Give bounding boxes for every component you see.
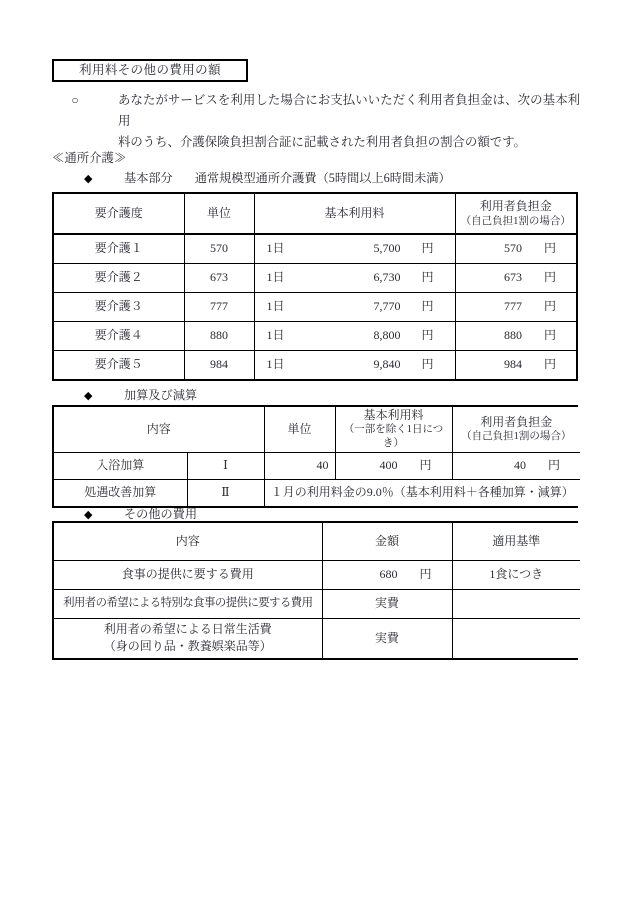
cell-base-fee [254,350,455,379]
cell-base-amount: 9,840 [373,357,401,372]
cell-amount [322,560,452,589]
subheading-basic-label: 基本部分 [124,171,173,185]
table-row [54,560,580,589]
table-header-row [54,523,580,560]
cell-care-level: 要介護４ [54,321,184,350]
table-row [54,618,580,658]
cell-user-burden [455,350,576,379]
cell-burden-yen: 円 [548,458,561,473]
cell-burden-amount: 777 [504,299,522,313]
cell-burden-amount: 40 [514,458,527,473]
header-user-burden-sub: （自己負担1割の場合） [460,215,571,227]
cell-amount: 実費 [322,589,452,618]
document-title-box [52,59,248,82]
cell-burden-yen: 円 [543,357,556,372]
subheading-kasan-label: 加算及び減算 [124,388,198,402]
subheading-other-label: その他の費用 [124,507,198,521]
table-row [54,321,576,350]
cell-base-yen: 円 [421,241,434,256]
cell-content [54,618,322,658]
table-header-row [54,194,576,234]
cell-burden-amount: 673 [504,270,522,284]
cell-kasan-name: 処遇改善加算 [54,479,187,506]
cell-user-burden [455,234,576,263]
cell-base-amount: 6,730 [373,270,401,284]
intro-text [118,90,580,153]
table-row [54,452,580,479]
cell-user-burden [455,292,576,321]
table-header-row [54,407,580,452]
table-row [54,234,576,263]
cell-unit: 570 [184,234,254,263]
cell-unit: 984 [184,350,254,379]
cell-unit: 880 [184,321,254,350]
kasan-table [52,405,578,508]
header-care-level: 要介護度 [54,194,184,234]
intro-line-2: 料のうち、介護保険負担割合証に記載された利用者負担の割合の額です。 [118,135,526,149]
cell-base-fee [335,452,452,479]
cell-user-burden [452,452,580,479]
cell-base-fee [254,321,455,350]
cell-amount: 実費 [322,618,452,658]
cell-burden-amount: 880 [504,328,522,342]
cell-per-day: 1日 [266,241,285,256]
cell-base-fee [254,292,455,321]
cell-care-level: 要介護２ [54,263,184,292]
cell-unit: 673 [184,263,254,292]
cell-user-burden [455,263,576,292]
cell-base-yen: 円 [421,270,434,284]
cell-base-yen: 円 [421,357,434,372]
section-label-tsusho-kaigo: ≪通所介護≫ [52,151,127,165]
cell-unit: 777 [184,292,254,321]
header-user-burden [455,194,576,234]
cell-kasan-roman: Ⅰ [187,452,264,479]
cell-per-day: 1日 [266,270,285,284]
cell-content: 食事の提供に要する費用 [54,560,322,589]
diamond-bullet-icon: ◆ [84,509,93,521]
cell-unit [264,452,335,479]
subheading-basic [52,172,451,185]
cell-base-amount: 8,800 [373,328,401,342]
cell-burden-amount: 984 [504,357,522,372]
header-unit: 単位 [184,194,254,234]
subheading-basic-description: 通常規模型通所介護費（5時間以上6時間未満） [194,171,451,185]
header-user-burden-main: 利用者負担金 [480,415,553,430]
cell-base-yen: 円 [419,458,432,473]
header-user-burden-main: 利用者負担金 [479,199,552,214]
basic-fee-table [52,192,578,381]
table-row [54,263,576,292]
cell-burden-yen: 円 [543,270,556,284]
header-user-burden [452,407,580,452]
cell-care-level: 要介護１ [54,234,184,263]
cell-kasan-name: 入浴加算 [54,452,187,479]
header-user-burden-sub: （自己負担1割の場合） [461,431,572,443]
header-base-fee: 基本利用料 [254,194,455,234]
cell-content: 利用者の希望による特別な食事の提供に要する費用 [54,589,322,618]
cell-kasan-roman: Ⅱ [187,479,264,506]
table-row [54,479,580,506]
cell-base-yen: 円 [421,299,434,313]
cell-burden-yen: 円 [543,328,556,342]
cell-base-amount: 7,770 [373,299,401,313]
cell-base-fee [254,234,455,263]
table-row [54,589,580,618]
cell-content-line-2: （身の回り品・教養娯楽品等） [103,639,272,654]
cell-content-line-1: 利用者の希望による日常生活費 [103,621,272,636]
cell-standard [452,618,580,658]
page-title: 利用料その他の費用の額 [79,63,221,78]
header-content: 内容 [54,523,322,560]
subheading-kasan [52,389,197,402]
header-base-fee [335,407,452,452]
intro-paragraph [52,90,580,153]
header-amount: 金額 [322,523,452,560]
cell-base-amount: 400 [379,458,398,473]
cell-per-day: 1日 [266,299,285,313]
cell-care-level: 要介護３ [54,292,184,321]
cell-base-amount: 5,700 [373,241,401,256]
cell-care-level: 要介護５ [54,350,184,379]
cell-per-day: 1日 [266,328,285,342]
intro-line-1: あなたがサービスを利用した場合にお支払いいただく利用者負担金は、次の基本利用 [118,93,580,128]
cell-amount-value: 680 [379,567,398,581]
cell-base-yen: 円 [421,328,434,342]
diamond-bullet-icon: ◆ [84,390,93,402]
cell-burden-yen: 円 [543,299,556,313]
cell-unit-value: 40 [316,458,329,473]
cell-per-day: 1日 [266,357,285,372]
other-costs-table [52,521,578,660]
table-row [54,350,576,379]
cell-user-burden [455,321,576,350]
circle-bullet-icon: ○ [71,93,79,107]
cell-standard [452,589,580,618]
cell-base-fee [254,263,455,292]
header-base-fee-sub: （一部を除く1日につき） [343,424,444,450]
header-base-fee-main: 基本利用料 [363,408,424,422]
cell-standard: 1食につき [452,560,580,589]
cell-kasan-merged-note: １月の利用料金の9.0％（基本利用料＋各種加算・減算） [264,479,580,506]
header-unit: 単位 [264,407,335,452]
diamond-bullet-icon: ◆ [84,173,93,185]
header-content: 内容 [54,407,264,452]
cell-burden-yen: 円 [543,241,556,256]
subheading-other [52,508,197,521]
cell-amount-yen: 円 [419,567,432,581]
header-standard: 適用基準 [452,523,580,560]
cell-burden-amount: 570 [504,241,522,256]
table-row [54,292,576,321]
